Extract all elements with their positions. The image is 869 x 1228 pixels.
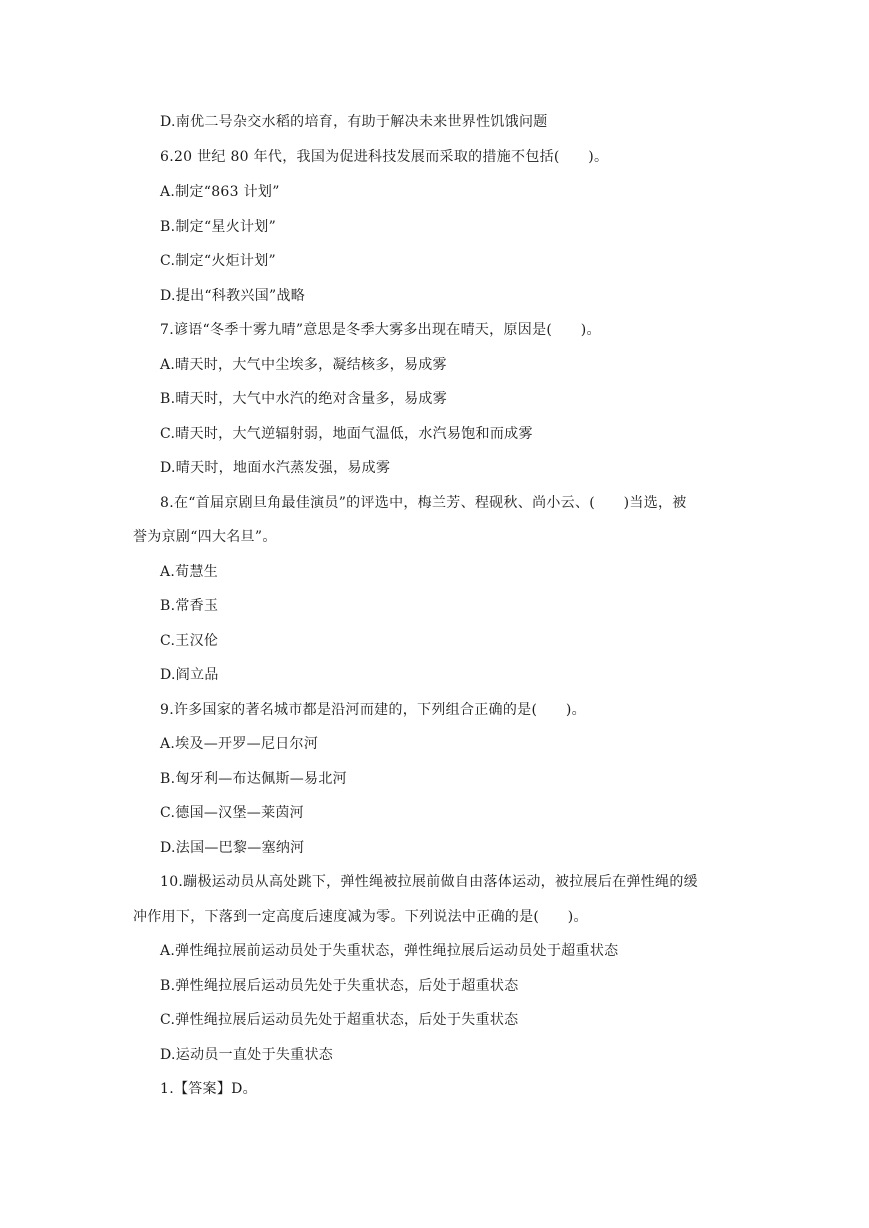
option-10c: C.弹性绳拉展后运动员先处于超重状态，后处于失重状态 [160, 1012, 519, 1028]
option-9c: C.德国—汉堡—莱茵河 [160, 805, 304, 821]
option-6c: C.制定“火炬计划” [160, 253, 276, 269]
question-10-continued: 冲作用下，下落到一定高度后速度减为零。下列说法中正确的是( )。 [133, 909, 588, 925]
option-7a: A.晴天时，大气中尘埃多，凝结核多，易成雾 [160, 357, 447, 373]
option-9a: A.埃及—开罗—尼日尔河 [160, 736, 319, 752]
option-10b: B.弹性绳拉展后运动员先处于失重状态，后处于超重状态 [160, 978, 519, 994]
question-8: 8.在“首届京剧旦角最佳演员”的评选中，梅兰芳、程砚秋、尚小云、( )当选，被 [160, 495, 687, 511]
option-8d: D.阎立品 [160, 667, 219, 683]
option-8c: C.王汉伦 [160, 633, 219, 649]
option-7c: C.晴天时，大气逆辐射弱，地面气温低，水汽易饱和而成雾 [160, 426, 533, 442]
option-10d: D.运动员一直处于失重状态 [160, 1047, 334, 1063]
question-8-continued: 誉为京剧“四大名旦”。 [133, 529, 277, 545]
option-7d: D.晴天时，地面水汽蒸发强，易成雾 [160, 460, 391, 476]
question-9: 9.许多国家的著名城市都是沿河而建的，下列组合正确的是( )。 [160, 702, 586, 718]
option-9b: B.匈牙利—布达佩斯—易北河 [160, 771, 347, 787]
option-10a: A.弹性绳拉展前运动员处于失重状态，弹性绳拉展后运动员处于超重状态 [160, 943, 619, 959]
option-6b: B.制定“星火计划” [160, 219, 277, 235]
option-9d: D.法国—巴黎—塞纳河 [160, 840, 305, 856]
option-7b: B.晴天时，大气中水汽的绝对含量多，易成雾 [160, 391, 448, 407]
answer-1: 1.【答案】D。 [160, 1081, 257, 1097]
option-8a: A.荀慧生 [160, 564, 219, 580]
option-6a: A.制定“863 计划” [160, 184, 280, 200]
question-6: 6.20 世纪 80 年代，我国为促进科技发展而采取的措施不包括( )。 [160, 149, 609, 165]
question-10: 10.蹦极运动员从高处跳下，弹性绳被拉展前做自由落体运动，被拉展后在弹性绳的缓 [160, 874, 698, 890]
option-5d: D.南优二号杂交水稻的培育，有助于解决未来世界性饥饿问题 [160, 114, 548, 130]
option-6d: D.提出“科教兴国”战略 [160, 288, 306, 304]
question-7: 7.谚语“冬季十雾九晴”意思是冬季大雾多出现在晴天，原因是( )。 [160, 322, 601, 338]
option-8b: B.常香玉 [160, 598, 219, 614]
